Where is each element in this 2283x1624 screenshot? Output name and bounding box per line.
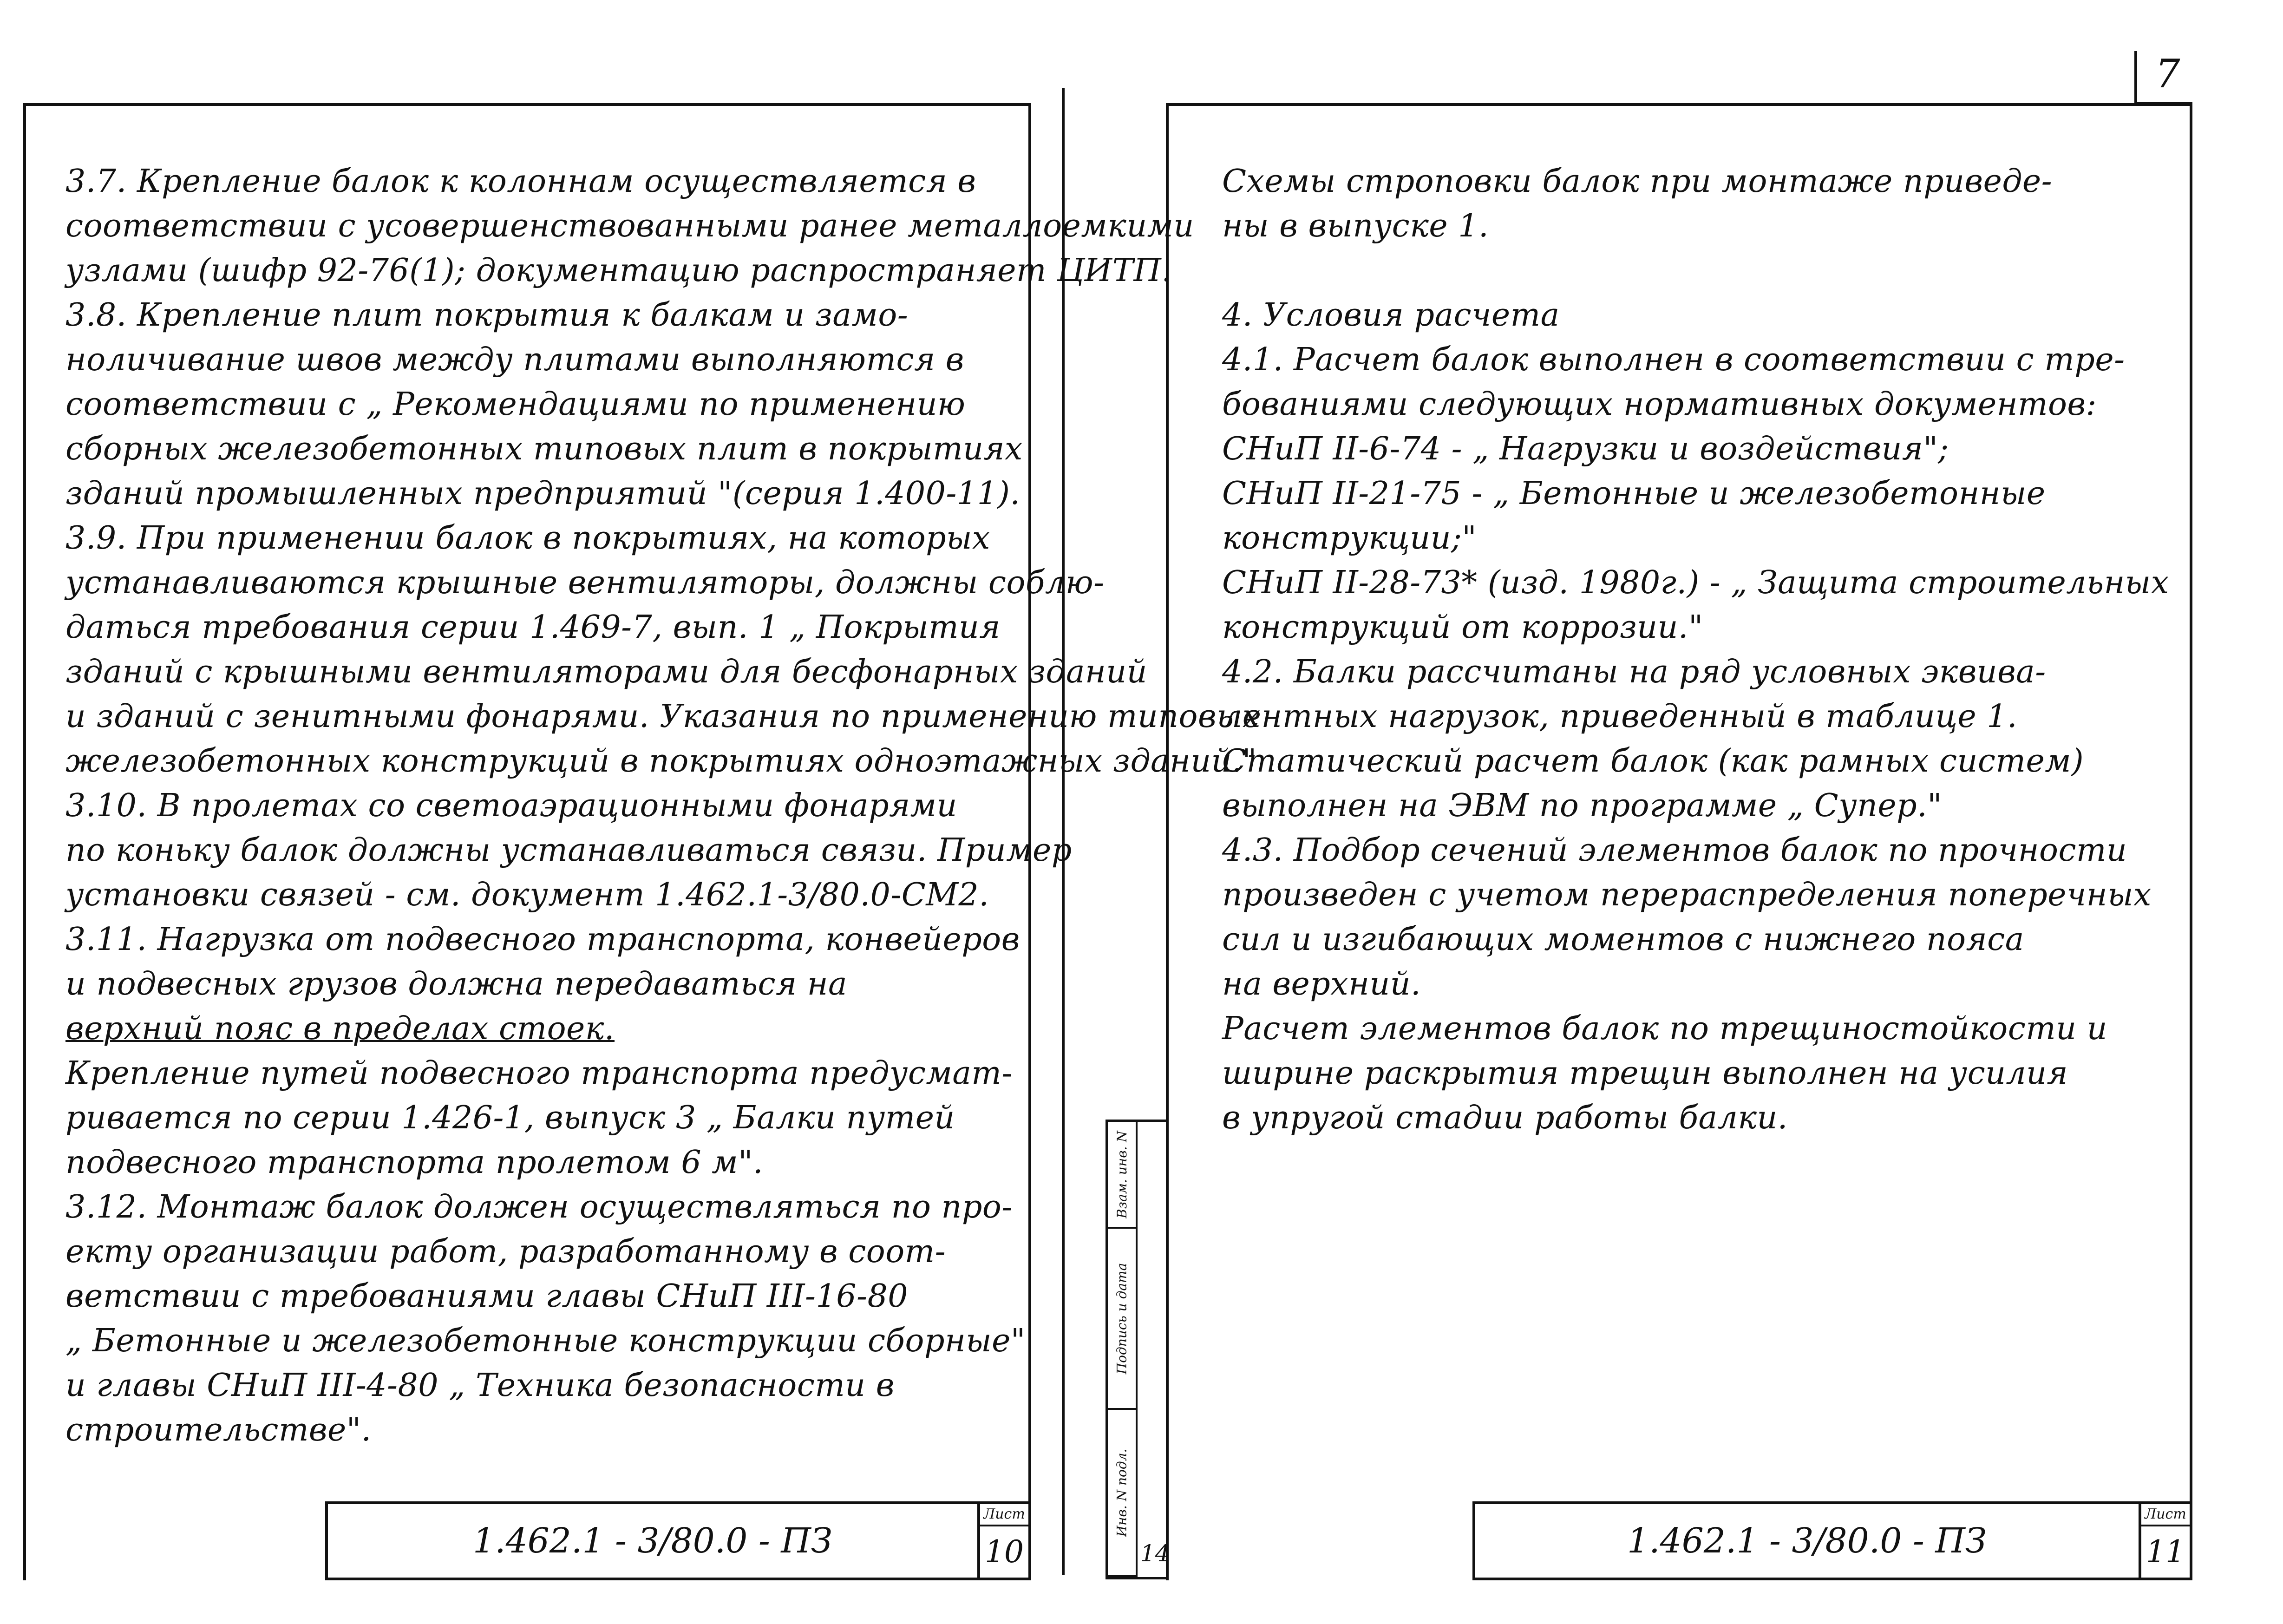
text-line: и зданий с зенитными фонарями. Указания по применению типовых xyxy=(65,698,1261,735)
text-line: на верхний. xyxy=(1222,966,1421,1002)
text-line: ветствии с требованиями главы СНиП III-16-80 xyxy=(65,1278,908,1315)
left-title-block xyxy=(325,1501,1031,1580)
text-line: 3.7. Крепление балок к колоннам осуществляется в xyxy=(65,163,976,200)
left-page-text xyxy=(65,159,1261,1453)
top-page-mark xyxy=(2134,51,2137,105)
text-line: Расчет элементов балок по трещиностойкости и xyxy=(1222,1010,2107,1047)
text-line: 3.12. Монтаж балок должен осуществляться по про- xyxy=(65,1189,1013,1225)
text-line: лентных нагрузок, приведенный в таблице 1. xyxy=(1222,698,2018,735)
text-line: и главы СНиП III-4-80 „ Техника безопасности в xyxy=(65,1367,895,1404)
text-line: СНиП II-21-75 - „ Бетонные и железобетонные xyxy=(1222,475,2046,512)
right-title-block xyxy=(1472,1501,2192,1580)
text-line: конструкции;" xyxy=(1222,520,1477,557)
document-code: 1.462.1 - 3/80.0 - ПЗ xyxy=(1627,1521,1987,1561)
text-line: в упругой стадии работы балки. xyxy=(1222,1100,1788,1136)
text-line: Схемы строповки балок при монтаже приведе- xyxy=(1222,163,2053,200)
side-strip-note: 14 xyxy=(1140,1540,1170,1567)
text-line: 3.11. Нагрузка от подвесного транспорта, конвейеров xyxy=(65,921,1020,958)
text-line: зданий с крышными вентиляторами для бесфонарных зданий xyxy=(65,654,1147,690)
text-line: сил и изгибающих моментов с нижнего пояса xyxy=(1222,921,2024,958)
replacement-inventory-cell: Взам. инв. N xyxy=(1108,1122,1136,1229)
text-line: ривается по серии 1.426-1, выпуск 3 „ Балки путей xyxy=(65,1100,955,1136)
text-line: 4. Условия расчета xyxy=(1222,297,1560,334)
sheet-number: 11 xyxy=(2146,1534,2185,1570)
text-line: даться требования серии 1.469-7, вып. 1 „ Покрытия xyxy=(65,609,1001,646)
text-line: бованиями следующих нормативных документов: xyxy=(1222,386,2097,423)
text-line: 4.2. Балки рассчитаны на ряд условных эквива- xyxy=(1222,654,2046,690)
right-page-text xyxy=(1222,159,2169,1140)
right-page xyxy=(1166,103,2192,1580)
text-line: „ Бетонные и железобетонные конструкции сборные" xyxy=(65,1323,1026,1359)
text-line: строительстве". xyxy=(65,1412,372,1448)
text-line: СНиП II-28-73* (изд. 1980г.) - „ Защита строительных xyxy=(1222,564,2169,601)
text-line: ны в выпуске 1. xyxy=(1222,208,1489,244)
sheet-box xyxy=(2139,1504,2190,1578)
text-line: и подвесных грузов должна передаваться на xyxy=(65,966,848,1002)
text-line: по коньку балок должны устанавливаться связи. Пример xyxy=(65,832,1072,869)
text-line: Крепление путей подвесного транспорта предусмат- xyxy=(65,1055,1013,1092)
sheet-number: 10 xyxy=(985,1534,1024,1570)
signature-date-cell: Подпись и дата xyxy=(1108,1229,1136,1410)
side-approval-strip xyxy=(1106,1120,1170,1579)
text-line: 3.8. Крепление плит покрытия к балкам и замо- xyxy=(65,297,909,334)
text-line: СНиП II-6-74 - „ Нагрузки и воздействия"; xyxy=(1222,431,1949,467)
text-line: ноличивание швов между плитами выполняются в xyxy=(65,341,964,378)
top-page-number: 7 xyxy=(2155,51,2180,97)
text-line: верхний пояс в пределах стоек. xyxy=(65,1010,615,1047)
document-code: 1.462.1 - 3/80.0 - ПЗ xyxy=(473,1521,832,1561)
text-line: конструкций от коррозии." xyxy=(1222,609,1703,646)
text-line: железобетонных конструкций в покрытиях одноэтажных зданий." xyxy=(65,743,1257,779)
text-line: узлами (шифр 92-76(1); документацию распространяет ЦИТП. xyxy=(65,252,1172,289)
text-line: произведен с учетом перераспределения поперечных xyxy=(1222,877,2152,913)
text-line: устанавливаются крышные вентиляторы, должны соблю- xyxy=(65,564,1105,601)
original-inventory-cell: Инв. N подл. xyxy=(1108,1410,1136,1577)
text-line: 3.9. При применении балок в покрытиях, на которых xyxy=(65,520,990,557)
text-line: установки связей - см. документ 1.462.1-3/80.0-СМ2. xyxy=(65,877,989,913)
text-line xyxy=(1222,249,2169,293)
sheet-label: Лист xyxy=(980,1504,1028,1526)
sheet-label: Лист xyxy=(2141,1504,2190,1526)
text-line: соответствии с „ Рекомендациями по применению xyxy=(65,386,966,423)
text-line: соответствии с усовершенствованными ранее металлоемкими xyxy=(65,208,1194,244)
text-line: выполнен на ЭВМ по программе „ Супер." xyxy=(1222,787,1943,824)
text-line: ширине раскрытия трещин выполнен на усилия xyxy=(1222,1055,2068,1092)
text-line: екту организации работ, разработанному в соот- xyxy=(65,1233,946,1270)
text-line: 4.3. Подбор сечений элементов балок по прочности xyxy=(1222,832,2127,869)
side-strip-rule xyxy=(1136,1122,1138,1577)
text-line: подвесного транспорта пролетом 6 м". xyxy=(65,1144,764,1181)
text-line: 4.1. Расчет балок выполнен в соответствии с тре- xyxy=(1222,341,2125,378)
sheet-box xyxy=(977,1504,1028,1578)
text-line: Статический расчет балок (как рамных систем) xyxy=(1222,743,2084,779)
text-line: 3.10. В пролетах со светоаэрационными фонарями xyxy=(65,787,957,824)
text-line: зданий промышленных предприятий "(серия 1.400-11). xyxy=(65,475,1020,512)
text-line: сборных железобетонных типовых плит в покрытиях xyxy=(65,431,1023,467)
